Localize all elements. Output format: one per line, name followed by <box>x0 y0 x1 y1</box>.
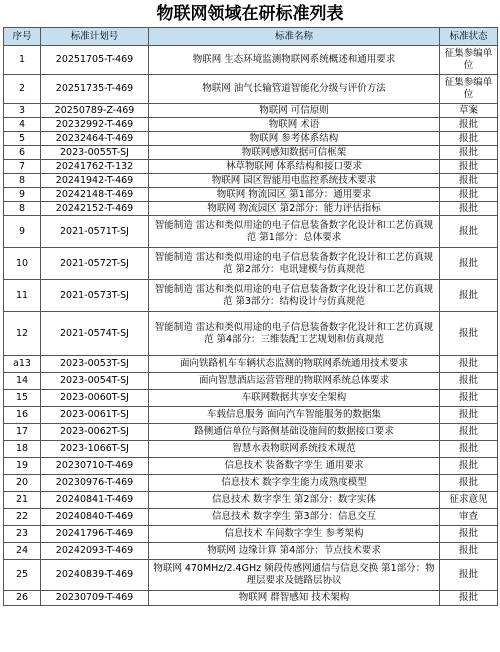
row-standard-name-cell: 面向铁路机车车辆状态监测的物联网系统通用技术要求 <box>149 356 440 373</box>
row-plan-number-cell: 2021-0572T-SJ <box>41 248 149 280</box>
row-standard-name-cell: 林草物联网 体系结构和接口要求 <box>149 160 440 174</box>
row-standard-name-cell: 面向智慧酒店运营管理的物联网系统总体要求 <box>149 373 440 390</box>
row-plan-number-cell: 2021-0573T-SJ <box>41 280 149 312</box>
row-status-cell: 报批 <box>440 356 498 373</box>
row-plan-number-cell: 2023-0053T-SJ <box>41 356 149 373</box>
row-plan-number-cell: 2023-0054T-SJ <box>41 373 149 390</box>
row-status-cell: 征集参编单位 <box>440 46 498 75</box>
row-status-cell: 报批 <box>440 160 498 174</box>
row-plan-number-cell: 20251705-T-469 <box>41 46 149 75</box>
row-seq-cell: 9 <box>4 216 41 248</box>
table-row <box>4 475 498 492</box>
table-row <box>4 356 498 373</box>
table-row <box>4 526 498 543</box>
table-row <box>4 132 498 146</box>
row-standard-name-cell: 物联网 园区智能用电监控系统技术要求 <box>149 174 440 188</box>
row-standard-name-cell: 物联网 群智感知 技术架构 <box>149 591 440 606</box>
row-plan-number-cell: 20242093-T-469 <box>41 543 149 560</box>
row-seq-cell: 4 <box>4 118 41 132</box>
row-standard-name-cell: 信息技术 数字孪生 第2部分：数字实体 <box>149 492 440 509</box>
row-standard-name-cell: 物联网 术语 <box>149 118 440 132</box>
row-plan-number-cell: 20251735-T-469 <box>41 75 149 104</box>
table-row <box>4 591 498 606</box>
row-standard-name-cell: 物联网 油气长输管道智能化分级与评价方法 <box>149 75 440 104</box>
row-status-cell: 报批 <box>440 543 498 560</box>
table-row <box>4 46 498 75</box>
table-row <box>4 373 498 390</box>
row-standard-name-cell: 车联网数据共享安全架构 <box>149 390 440 407</box>
row-status-cell: 报批 <box>440 174 498 188</box>
row-plan-number-cell: 20230709-T-469 <box>41 591 149 606</box>
row-plan-number-cell: 20240841-T-469 <box>41 492 149 509</box>
table-row <box>4 407 498 424</box>
row-seq-cell: 10 <box>4 248 41 280</box>
row-status-cell: 征求意见 <box>440 492 498 509</box>
row-plan-number-cell: 20230710-T-469 <box>41 458 149 475</box>
table-row <box>4 248 498 280</box>
row-seq-cell: 16 <box>4 407 41 424</box>
row-standard-name-cell: 物联网 生态环境监测物联网系统概述和通用要求 <box>149 46 440 75</box>
row-plan-number-cell: 20240840-T-469 <box>41 509 149 526</box>
row-seq-cell: 9 <box>4 188 41 202</box>
standards-table <box>3 27 498 606</box>
row-status-cell: 报批 <box>440 216 498 248</box>
table-header-row <box>4 28 498 46</box>
row-seq-cell: 26 <box>4 591 41 606</box>
row-plan-number-cell: 20232464-T-469 <box>41 132 149 146</box>
row-plan-number-cell: 2023-0060T-SJ <box>41 390 149 407</box>
row-plan-number-cell: 2023-0055T-SJ <box>41 146 149 160</box>
row-status-cell: 报批 <box>440 202 498 216</box>
table-row <box>4 216 498 248</box>
row-standard-name-cell: 物联网感知数据可信框架 <box>149 146 440 160</box>
row-status-cell: 报批 <box>440 424 498 441</box>
table-row <box>4 188 498 202</box>
table-row <box>4 160 498 174</box>
page-title: 物联网领域在研标准列表 <box>156 4 344 24</box>
row-standard-name-cell: 信息技术 车间数字孪生 参考架构 <box>149 526 440 543</box>
row-status-cell: 报批 <box>440 146 498 160</box>
row-status-cell: 报批 <box>440 526 498 543</box>
row-status-cell: 报批 <box>440 407 498 424</box>
row-seq-cell: 20 <box>4 475 41 492</box>
row-plan-number-cell: 20250789-Z-469 <box>41 104 149 118</box>
table-row <box>4 75 498 104</box>
row-seq-cell: 8 <box>4 202 41 216</box>
table-row <box>4 509 498 526</box>
table-row <box>4 118 498 132</box>
row-status-cell: 报批 <box>440 373 498 390</box>
row-plan-number-cell: 20242152-T-469 <box>41 202 149 216</box>
table-row <box>4 560 498 591</box>
table-row <box>4 441 498 458</box>
row-status-cell: 报批 <box>440 188 498 202</box>
row-seq-cell: 12 <box>4 312 41 356</box>
row-standard-name-cell: 智能制造 雷达和类似用途的电子信息装备数字化设计和工艺仿真规范 第3部分：结构设计与仿真规范 <box>149 280 440 312</box>
row-standard-name-cell: 物联网 边缘计算 第4部分：节点技术要求 <box>149 543 440 560</box>
row-status-cell: 草案 <box>440 104 498 118</box>
row-status-cell: 报批 <box>440 118 498 132</box>
row-standard-name-cell: 物联网 物流园区 第1部分：通用要求 <box>149 188 440 202</box>
row-plan-number-cell: 20241942-T-469 <box>41 174 149 188</box>
table-row <box>4 390 498 407</box>
row-plan-number-cell: 20241796-T-469 <box>41 526 149 543</box>
row-status-cell: 报批 <box>440 475 498 492</box>
row-seq-cell: 25 <box>4 560 41 591</box>
row-seq-cell: 5 <box>4 132 41 146</box>
row-plan-number-cell: 20232992-T-469 <box>41 118 149 132</box>
row-seq-cell: 19 <box>4 458 41 475</box>
row-plan-number-cell: 20230976-T-469 <box>41 475 149 492</box>
row-standard-name-cell: 物联网 可信原则 <box>149 104 440 118</box>
row-status-cell: 报批 <box>440 280 498 312</box>
row-seq-cell: 11 <box>4 280 41 312</box>
row-seq-cell: 14 <box>4 373 41 390</box>
row-seq-cell: a13 <box>4 356 41 373</box>
table-row <box>4 424 498 441</box>
row-standard-name-cell: 智能制造 雷达和类似用途的电子信息装备数字化设计和工艺仿真规范 第4部分：三维装配工艺规划和仿真规范 <box>149 312 440 356</box>
row-standard-name-cell: 智能制造 雷达和类似用途的电子信息装备数字化设计和工艺仿真规范 第1部分：总体要求 <box>149 216 440 248</box>
row-status-cell: 报批 <box>440 441 498 458</box>
row-standard-name-cell: 智能制造 雷达和类似用途的电子信息装备数字化设计和工艺仿真规范 第2部分：电讯建模与仿真规范 <box>149 248 440 280</box>
row-standard-name-cell: 车载信息服务 面向汽车智能服务的数据集 <box>149 407 440 424</box>
row-seq-cell: 24 <box>4 543 41 560</box>
row-seq-cell: 7 <box>4 160 41 174</box>
column-header-seq: 序号 <box>4 28 41 46</box>
row-status-cell: 报批 <box>440 591 498 606</box>
row-seq-cell: 6 <box>4 146 41 160</box>
row-seq-cell: 2 <box>4 75 41 104</box>
row-seq-cell: 23 <box>4 526 41 543</box>
row-plan-number-cell: 2023-0062T-SJ <box>41 424 149 441</box>
row-standard-name-cell: 路侧通信单位与路侧基础设施间的数据接口要求 <box>149 424 440 441</box>
table-row <box>4 146 498 160</box>
row-plan-number-cell: 20240839-T-469 <box>41 560 149 591</box>
row-seq-cell: 21 <box>4 492 41 509</box>
table-row <box>4 202 498 216</box>
row-standard-name-cell: 物联网 470MHz/2.4GHz 频段传感网通信与信息交换 第1部分：物理层要求及链路层协议 <box>149 560 440 591</box>
row-status-cell: 报批 <box>440 390 498 407</box>
row-plan-number-cell: 20242148-T-469 <box>41 188 149 202</box>
row-seq-cell: 3 <box>4 104 41 118</box>
row-standard-name-cell: 信息技术 数字孪生能力成熟度模型 <box>149 475 440 492</box>
row-seq-cell: 1 <box>4 46 41 75</box>
row-status-cell: 报批 <box>440 312 498 356</box>
column-header-standard-name: 标准名称 <box>149 28 440 46</box>
row-status-cell: 审查 <box>440 509 498 526</box>
table-row <box>4 174 498 188</box>
row-seq-cell: 22 <box>4 509 41 526</box>
row-status-cell: 报批 <box>440 248 498 280</box>
row-standard-name-cell: 物联网 参考体系结构 <box>149 132 440 146</box>
row-plan-number-cell: 20241762-T-132 <box>41 160 149 174</box>
row-plan-number-cell: 2023-1066T-SJ <box>41 441 149 458</box>
row-standard-name-cell: 信息技术 数字孪生 第3部分：信息交互 <box>149 509 440 526</box>
table-row <box>4 312 498 356</box>
column-header-status: 标准状态 <box>440 28 498 46</box>
row-status-cell: 报批 <box>440 458 498 475</box>
row-status-cell: 征集参编单位 <box>440 75 498 104</box>
table-row <box>4 492 498 509</box>
row-plan-number-cell: 2023-0061T-SJ <box>41 407 149 424</box>
table-row <box>4 280 498 312</box>
table-row <box>4 543 498 560</box>
table-row <box>4 458 498 475</box>
row-status-cell: 报批 <box>440 132 498 146</box>
column-header-plan-number: 标准计划号 <box>41 28 149 46</box>
table-body <box>4 46 498 606</box>
row-standard-name-cell: 物联网 物流园区 第2部分：能力评估指标 <box>149 202 440 216</box>
row-seq-cell: 18 <box>4 441 41 458</box>
row-plan-number-cell: 2021-0574T-SJ <box>41 312 149 356</box>
row-standard-name-cell: 智慧水表物联网系统技术规范 <box>149 441 440 458</box>
row-plan-number-cell: 2021-0571T-SJ <box>41 216 149 248</box>
row-seq-cell: 8 <box>4 174 41 188</box>
table-row <box>4 104 498 118</box>
row-seq-cell: 15 <box>4 390 41 407</box>
row-status-cell: 报批 <box>440 560 498 591</box>
row-standard-name-cell: 信息技术 装备数字孪生 通用要求 <box>149 458 440 475</box>
row-seq-cell: 17 <box>4 424 41 441</box>
